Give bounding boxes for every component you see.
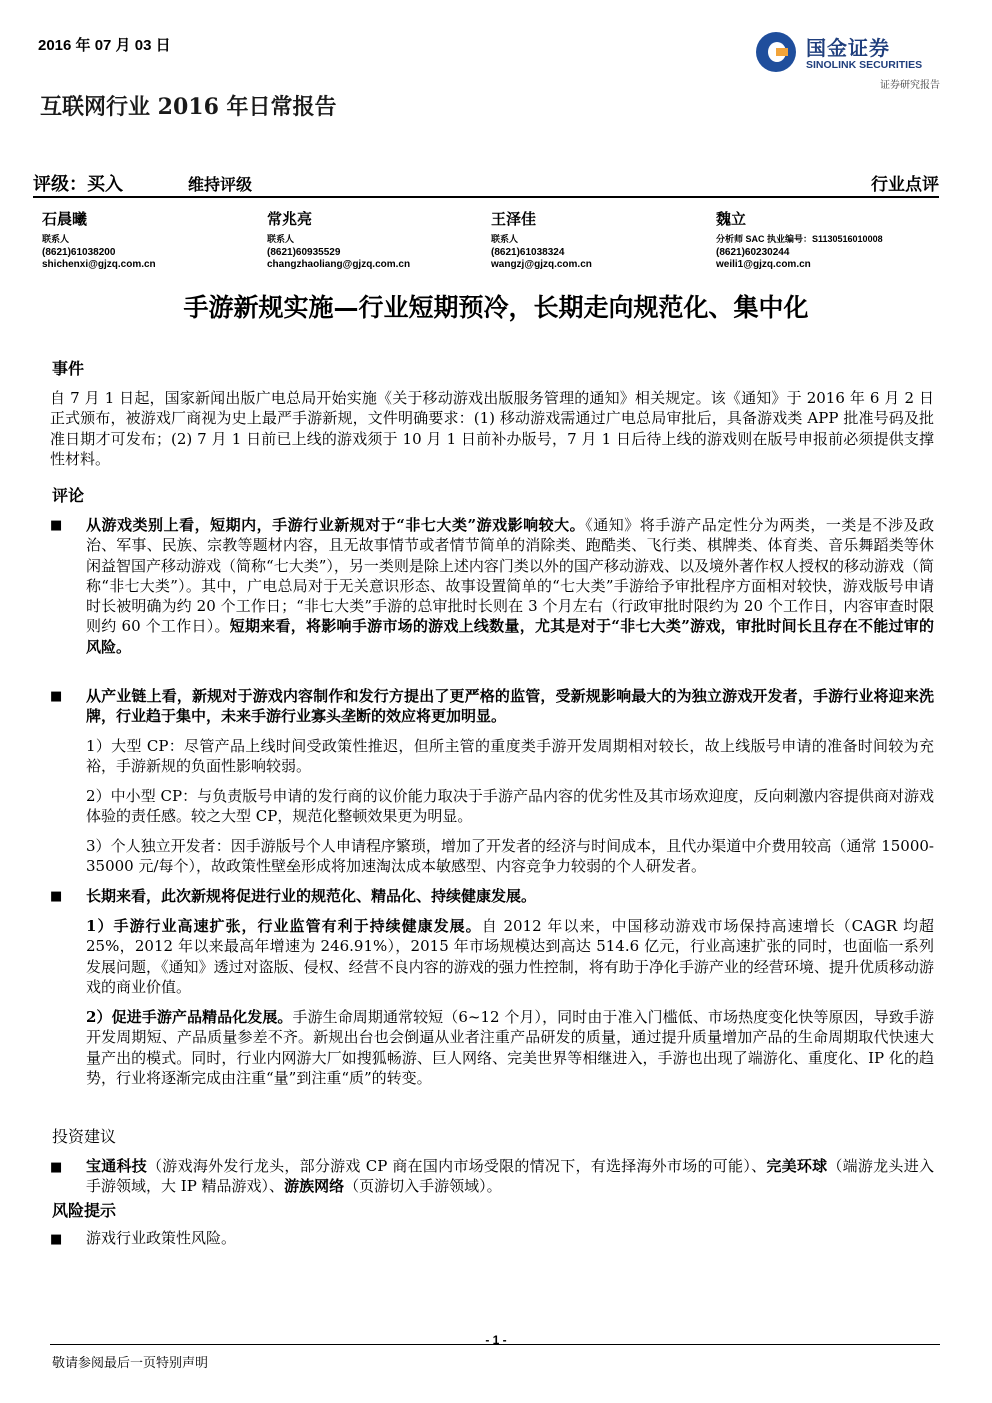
analyst-email[interactable]: wangzj@gjzq.com.cn <box>491 259 592 270</box>
analyst-name: 常兆亮 <box>267 210 313 228</box>
comment-point-3: 长期来看，此次新规将促进行业的规范化、精品化、持续健康发展。 <box>86 887 537 905</box>
invest-paragraph <box>86 1156 934 1197</box>
main-title: 手游新规实施—行业短期预冷，长期走向规范化、集中化 <box>183 293 809 322</box>
header-subtitle: 证券研究报告 <box>880 80 940 91</box>
rating-label: 评级：买入 <box>33 174 123 195</box>
analyst-phone: (8621)60935529 <box>267 247 341 258</box>
invest-heading: 投资建议 <box>52 1127 117 1146</box>
rating-keep: 维持评级 <box>188 175 253 194</box>
comment-point-1 <box>86 515 934 657</box>
point-conclusion: 短期来看，将影响手游市场的游戏上线数量，尤其是对于“非七大类”游戏，审批时间长且存在不能过审的风险。 <box>86 617 934 656</box>
bullet-icon: ■ <box>50 1232 63 1247</box>
risk-text: 游戏行业政策性风险。 <box>86 1229 237 1247</box>
point-lead: 从游戏类别上看，短期内，手游行业新规对于“非七大类”游戏影响较大。 <box>86 516 586 534</box>
stock-note: （游戏海外发行龙头，部分游戏 CP 商在国内市场受限的情况下，有选择海外市场的可能）、 <box>147 1157 767 1175</box>
comment-point-2: 从产业链上看，新规对于游戏内容制作和发行方提出了更严格的监管，受新规影响最大的为独立游戏开发者，手游行业将迎来洗牌，行业趋于集中，未来手游行业寡头垄断的效应将更加明显。 <box>86 687 934 726</box>
analyst-email[interactable]: changzhaoliang@gjzq.com.cn <box>267 259 411 270</box>
event-heading: 事件 <box>52 359 85 378</box>
stock-note: （页游切入手游领域）。 <box>344 1177 502 1196</box>
analyst-phone: (8621)61038200 <box>42 247 116 258</box>
logo-en-text: SINOLINK SECURITIES <box>806 59 923 71</box>
rating-bar <box>33 166 939 198</box>
long-term-2 <box>86 1007 934 1088</box>
sub-lead: 2）促进手游产品精品化发展。 <box>86 1008 293 1026</box>
sub-text: 自 2012 年以来，中国移动游戏市场保持高速增长（CAGR 均超 25%，2012 年以来最高年增速为 246.91%），2015 年市场规模达到高达 514.6 亿元，行业高速扩张的同时，也面临一系列发展问题，《通知》透过对盗版、侵权、经营不良内容的游戏的强力性控制，将有助于净化手游产业的经营环境、提升优质移动游戏的商业价值。 <box>86 917 934 996</box>
analyst-role: 分析师 SAC 执业编号：S1130516010008 <box>716 234 883 244</box>
sub-lead: 1）手游行业高速扩张，行业监管有利于持续健康发展。 <box>86 917 482 935</box>
analyst-name: 石晨曦 <box>42 210 88 228</box>
cp-independent: 3）个人独立开发者：因手游版号个人申请程序繁琐，增加了开发者的经济与时间成本，且代办渠道中介费用较高（通常 15000-35000 元/每个），故政策性壁垒形成将加速淘汰成本敏感型、内容竞争力较弱的个人研发者。 <box>86 837 934 876</box>
long-term-1 <box>86 916 934 997</box>
point-text: 《通知》将手游产品定性分为两类，一类是不涉及政治、军事、民族、宗教等题材内容，且无故事情节或者情节简单的消除类、跑酷类、飞行类、棋牌类、体育类、音乐舞蹈类等休闲益智国产移动游戏（简称“七大类”），另一类则是除上述内容门类以外的国产移动游戏、以及境外著作权人授权的移动游戏（简称“非七大类”）。其中，广电总局对于无关意识形态、故事设置简单的“七大类”手游给予审批程序方面相对较快，游戏版号申请时长被明确为约 20 个工作日；“非七大类”手游的总审批时长则在 3 个月左右（行政审批时限约为 20 个工作日，内容审查时限则约 60 个工作日）。 <box>86 516 934 636</box>
report-date: 2016 年 07 月 03 日 <box>38 37 171 54</box>
analyst-name: 王泽佳 <box>491 210 537 228</box>
logo-mark-icon <box>756 32 796 72</box>
stock-name: 游族网络 <box>284 1177 345 1196</box>
analyst-role: 联系人 <box>491 234 519 244</box>
company-logo <box>756 30 946 78</box>
bullet-icon: ■ <box>50 889 63 904</box>
stock-name: 完美环球 <box>766 1157 828 1175</box>
analyst-name: 魏立 <box>716 210 747 228</box>
analyst-card <box>716 208 946 270</box>
footer-note: 敬请参阅最后一页特别声明 <box>52 1356 209 1371</box>
analyst-card <box>42 208 272 270</box>
analyst-card <box>491 208 721 270</box>
analyst-phone: (8621)60230244 <box>716 247 790 258</box>
stock-note: （端游龙头进入手游领域，大 IP 精品游戏）、 <box>86 1157 934 1196</box>
stock-name: 宝通科技 <box>86 1157 148 1175</box>
cp-large: 1）大型 CP：尽管产品上线时间受政策性推迟，但所主管的重度类手游开发周期相对较长，故上线版号申请的准备时间较为充裕，手游新规的负面性影响较弱。 <box>86 737 934 776</box>
page-number: - 1 - <box>485 1333 507 1347</box>
logo-cn-text: 国金证券 <box>806 36 890 60</box>
analyst-role: 联系人 <box>267 234 295 244</box>
event-paragraph: 自 7 月 1 日起，国家新闻出版广电总局开始实施《关于移动游戏出版服务管理的通知》相关规定。该《通知》于 2016 年 6 月 2 日正式颁布，被游戏厂商视为史上最严手游新规，文件明确要求：(1) 移动游戏需通过广电总局审批后，具备游戏类 APP 批准号码及批准日期才可发布；(2) 7 月 1 日前已上线的游戏须于 10 月 1 日前补办版号，7 月 1 日后待上线的游戏则在版号申报前必须提供支撑性材料。 <box>50 389 934 468</box>
analyst-card <box>267 208 497 270</box>
risk-heading: 风险提示 <box>52 1201 117 1220</box>
bullet-icon: ■ <box>50 689 63 704</box>
comment-heading: 评论 <box>52 486 85 505</box>
cp-mid-small: 2）中小型 CP：与负责版号申请的发行商的议价能力取决于手游产品内容的优劣性及其市场欢迎度，反向刺激内容提供商对游戏体验的责任感。较之大型 CP，规范化整顿效果更为明显。 <box>86 787 934 826</box>
analyst-email[interactable]: shichenxi@gjzq.com.cn <box>42 259 156 270</box>
report-type: 行业点评 <box>871 175 939 195</box>
bullet-icon: ■ <box>50 518 63 533</box>
bullet-icon: ■ <box>50 1160 63 1175</box>
sub-text: 手游生命周期通常较短（6~12 个月），同时由于准入门槛低、市场热度变化快等原因，导致手游开发周期短、产品质量参差不齐。新规出台也会倒逼从业者注重产品研发的质量，通过提升质量增加产品的生命周期取代快速大量产出的模式。同时，行业内网游大厂如搜狐畅游、巨人网络、完美世界等相继进入，手游也出现了端游化、重度化、IP 化的趋势，行业将逐渐完成由注重“量”到注重“质”的转变。 <box>86 1008 934 1087</box>
report-title: 互联网行业 2016 年日常报告 <box>40 94 337 120</box>
footer-divider <box>50 1344 940 1345</box>
analyst-email[interactable]: weili1@gjzq.com.cn <box>716 259 811 270</box>
analyst-phone: (8621)61038324 <box>491 247 565 258</box>
analyst-role: 联系人 <box>42 234 70 244</box>
